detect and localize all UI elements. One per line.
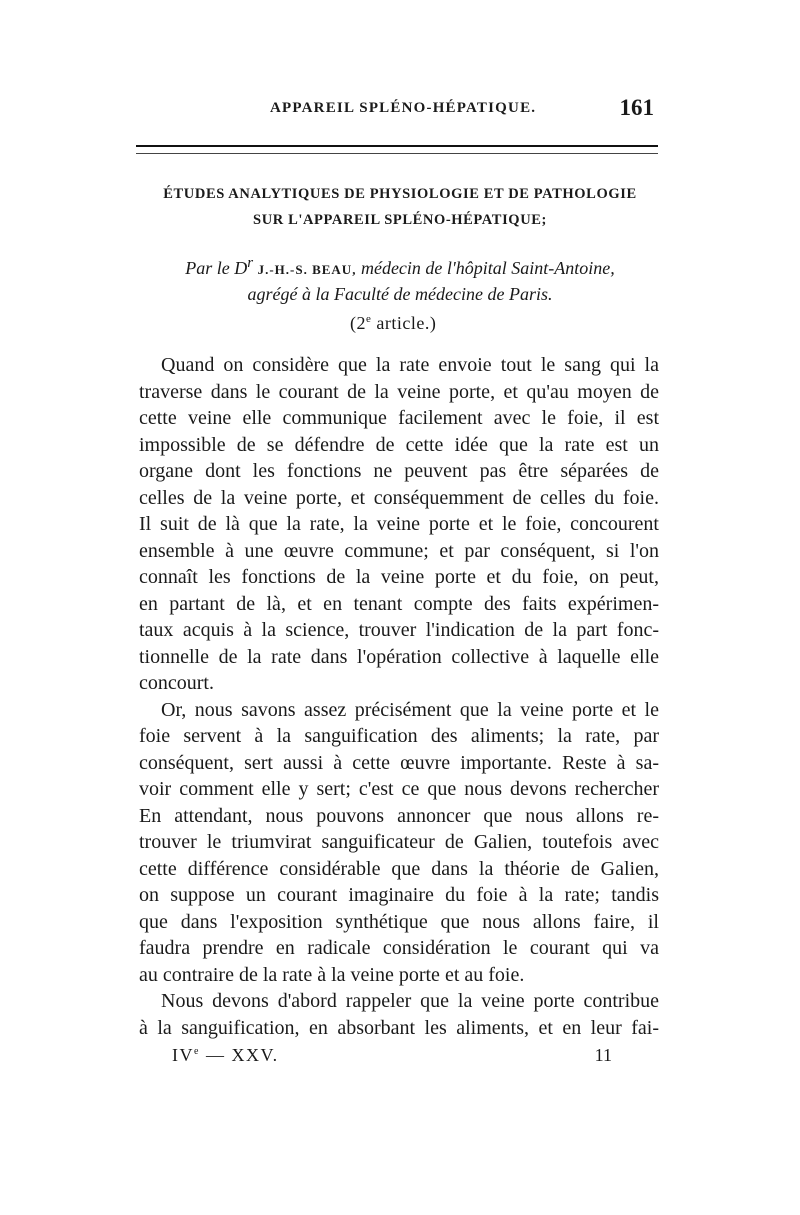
- paragraph-1-line: Quand on considère que la rate envoie tout le sang qui la: [161, 354, 659, 376]
- paragraph-1-line: organe dont les fonctions ne peuvent pas être séparées de: [139, 460, 659, 482]
- paragraph-2-line: voir comment elle y sert; c'est ce que nous devons rechercher: [139, 778, 659, 800]
- paragraph-1-line: concourt.: [139, 672, 214, 694]
- signature-number: 11: [594, 1045, 612, 1065]
- paragraph-2-line: Or, nous savons assez précisément que la veine porte et le: [161, 698, 659, 721]
- article-number-sup: e: [366, 313, 372, 325]
- paragraph-1-line: taux acquis à la science, trouver l'indication de la part fonc-: [139, 619, 659, 641]
- header-rule-thin: [136, 153, 658, 154]
- article-number-open: (2: [350, 313, 366, 333]
- body-text: [139, 352, 659, 1041]
- article-title-line-2: SUR L'APPAREIL SPLÉNO-HÉPATIQUE;: [253, 212, 547, 228]
- paragraph-1-line: Il suit de là que la rate, la veine porte et le foie, concourent: [139, 513, 659, 535]
- paragraph-1-line: celles de la veine porte, et conséquemment de celles du foie.: [139, 486, 659, 509]
- signature-roman: IV: [172, 1045, 194, 1065]
- paragraph-1-line: impossible de se défendre de cette idée que la rate est un: [139, 433, 659, 456]
- byline-suffix: médecin de l'hôpital Saint-Antoine,: [360, 258, 615, 278]
- header-rule-thick: [136, 145, 658, 147]
- paragraph-1-line: ensemble à une œuvre commune; et par conséquent, si l'on: [139, 539, 659, 562]
- paragraph-1-line: connaît les fonctions de la veine porte et du foie, on peut,: [139, 566, 659, 588]
- paragraph-2-line: En attendant, nous pouvons annoncer que nous allons re-: [139, 804, 659, 827]
- byline-prefix-sup: r: [247, 255, 254, 271]
- paragraph-2-line: trouver le triumvirat sanguificateur de Galien, toutefois avec: [139, 831, 659, 853]
- paragraph-2-line: que dans l'exposition synthétique que nous allons faire, il: [139, 910, 659, 933]
- byline-line-1: [110, 251, 690, 282]
- signature-rest: — XXV.: [199, 1045, 279, 1065]
- article-title-line-1: ÉTUDES ANALYTIQUES DE PHYSIOLOGIE ET DE PATHOLOGIE: [163, 186, 637, 202]
- byline-prefix: Par le D: [185, 258, 248, 278]
- paragraph-2-line: au contraire de la rate à la veine porte et au foie.: [139, 963, 525, 986]
- running-head: [140, 95, 658, 128]
- printer-signature: [172, 1045, 622, 1069]
- paragraph-2-line: cette différence considérable que dans la théorie de Galien,: [139, 857, 659, 880]
- paragraph-2-line: faudra prendre en radicale considération le courant qui va: [139, 937, 659, 959]
- paragraph-1-line: tionnelle de la rate dans l'opération collective à laquelle elle: [139, 645, 659, 668]
- paragraph-1-line: cette veine elle communique facilement avec le foie, il est: [139, 407, 659, 429]
- paragraph-2-line: on suppose un courant imaginaire du foie à la rate; tandis: [139, 884, 659, 906]
- article-number-close: article.): [376, 313, 437, 333]
- article-title: [115, 181, 685, 233]
- page-number: 161: [619, 95, 654, 120]
- paragraph-3-line: Nous devons d'abord rappeler que la veine porte contribue: [161, 990, 659, 1012]
- paragraph-1-line: en partant de là, et en tenant compte des faits expérimen-: [139, 592, 659, 615]
- paragraph-2-line: conséquent, sert aussi à cette œuvre importante. Reste à sa-: [139, 751, 659, 774]
- signature-volume: [172, 1045, 279, 1066]
- running-title: APPAREIL SPLÉNO-HÉPATIQUE.: [270, 100, 537, 116]
- author-name: J.-H.-S. BEAU,: [257, 262, 357, 277]
- byline: [110, 251, 690, 306]
- paragraph-2-line: foie servent à la sanguification des aliments; la rate, par: [139, 725, 659, 747]
- paragraph-3-line: à la sanguification, en absorbant les aliments, et en leur fai-: [139, 1016, 659, 1039]
- byline-line-2: agrégé à la Faculté de médecine de Paris.: [247, 284, 553, 304]
- signature-sup: e: [194, 1046, 200, 1057]
- article-number: [350, 313, 436, 334]
- paragraph-1-line: traverse dans le courant de la veine porte, et qu'au moyen de: [139, 380, 659, 403]
